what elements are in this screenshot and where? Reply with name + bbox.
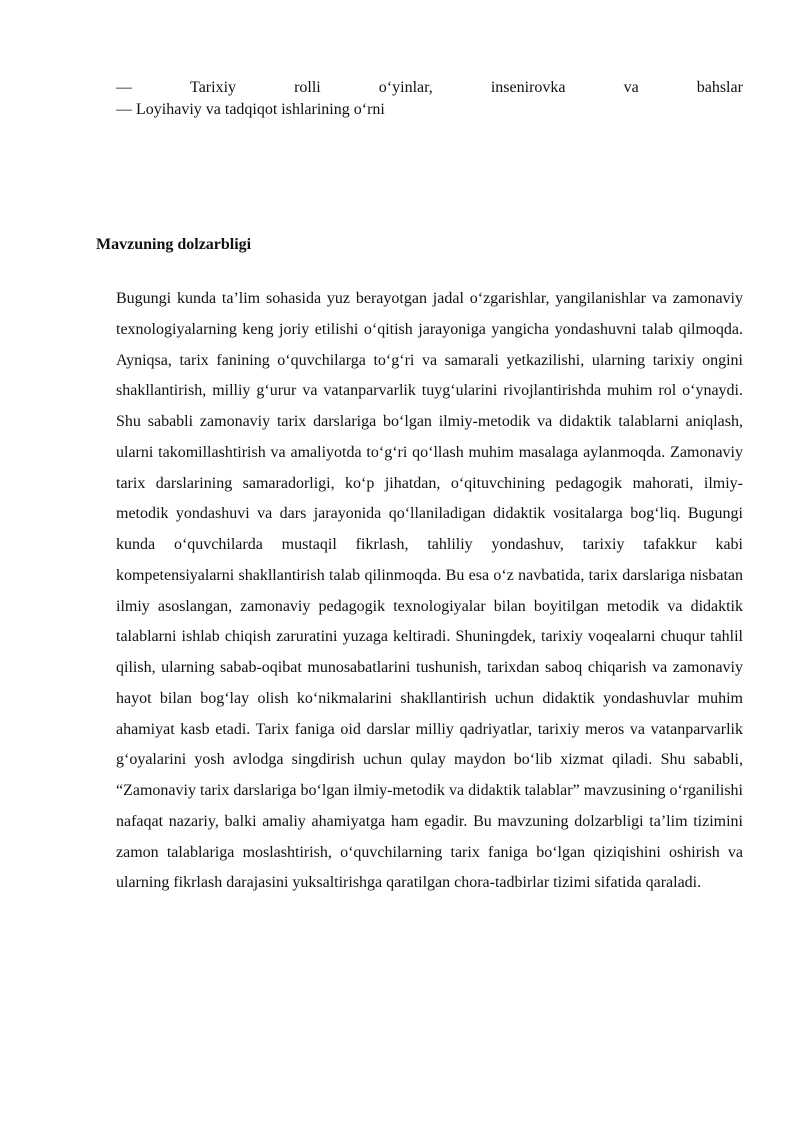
list-word: rolli [294, 79, 321, 96]
section-paragraph: Bugungi kunda ta’lim sohasida yuz berayotgan jadal o‘zgarishlar, yangilanishlar va zamonaviy texnologiyalarning keng joriy etilishi o‘qitish jarayoniga yangicha yondashuvni talab qilmoqda. Ayniqsa, tarix fanining o‘quvchilarga to‘g‘ri va samarali yetkazilishi, ularning tarixiy ongini shakllantirish, milliy g‘urur va vatanparvarlik tuyg‘ularini rivojlantirishda muhim rol o‘ynaydi. Shu sababli zamonaviy tarix darslariga bo‘lgan ilmiy-metodik va didaktik talablarni aniqlash, ularni takomillashtirish va amaliyotda to‘g‘ri qo‘llash muhim masalaga aylanmoqda. Zamonaviy tarix darslarining samaradorligi, ko‘p jihatdan, o‘qituvchining pedagogik mahorati, ilmiy-metodik yondashuvi va dars jarayonida qo‘llaniladigan didaktik vositalarga bog‘liq. Bugungi kunda o‘quvchilarda mustaqil fikrlash, tahliliy yondashuv, tarixiy tafakkur kabi kompetensiyalarni shakllantirish talab qilinmoqda. Bu esa o‘z navbatida, tarix darslariga nisbatan ilmiy asoslangan, zamonaviy pedagogik texnologiyalar bilan boyitilgan metodik va didaktik talablarni ishlab chiqish zaruratini yuzaga keltiradi. Shuningdek, tarixiy voqealarni chuqur tahlil qilish, ularning sabab-oqibat munosabatlarini tushunish, tarixdan saboq chiqarish va zamonaviy hayot bilan bog‘lay olish ko‘nikmalarini shakllantirish uchun didaktik yondashuvlar muhim ahamiyat kasb etadi. Tarix faniga oid darslar milliy qadriyatlar, tarixiy meros va vatanparvarlik g‘oyalarini yosh avlodga singdirish uchun qulay maydon bo‘lib xizmat qiladi. Shu sababli, “Zamonaviy tarix darslariga bo‘lgan ilmiy-metodik va didaktik talablar” mavzusining o‘rganilishi nafaqat nazariy, balki amaliy ahamiyatga ham egadir. Bu mavzuning dolzarbligi ta’lim tizimini zamon talablariga moslashtirish, o‘quvchilarning tarix faniga bo‘lgan qiziqishini oshirish va ularning fikrlash darajasini yuksaltirishga qaratilgan chora-tadbirlar tizimi sifatida qaraladi. [116, 290, 743, 892]
list-word: — [116, 79, 132, 96]
list-word: insenirovka [490, 79, 566, 96]
list-word: va [623, 79, 639, 96]
list-item-role-games [116, 77, 743, 99]
list-word: o‘yinlar, [378, 79, 433, 96]
list-word: bahslar [696, 79, 743, 96]
topic-list [116, 77, 743, 121]
section-heading: Mavzuning dolzarbligi [96, 236, 252, 253]
list-item-projects: — Loyihaviy va tadqiqot ishlarining o‘rni [116, 101, 385, 118]
list-word: Tarixiy [190, 79, 237, 96]
